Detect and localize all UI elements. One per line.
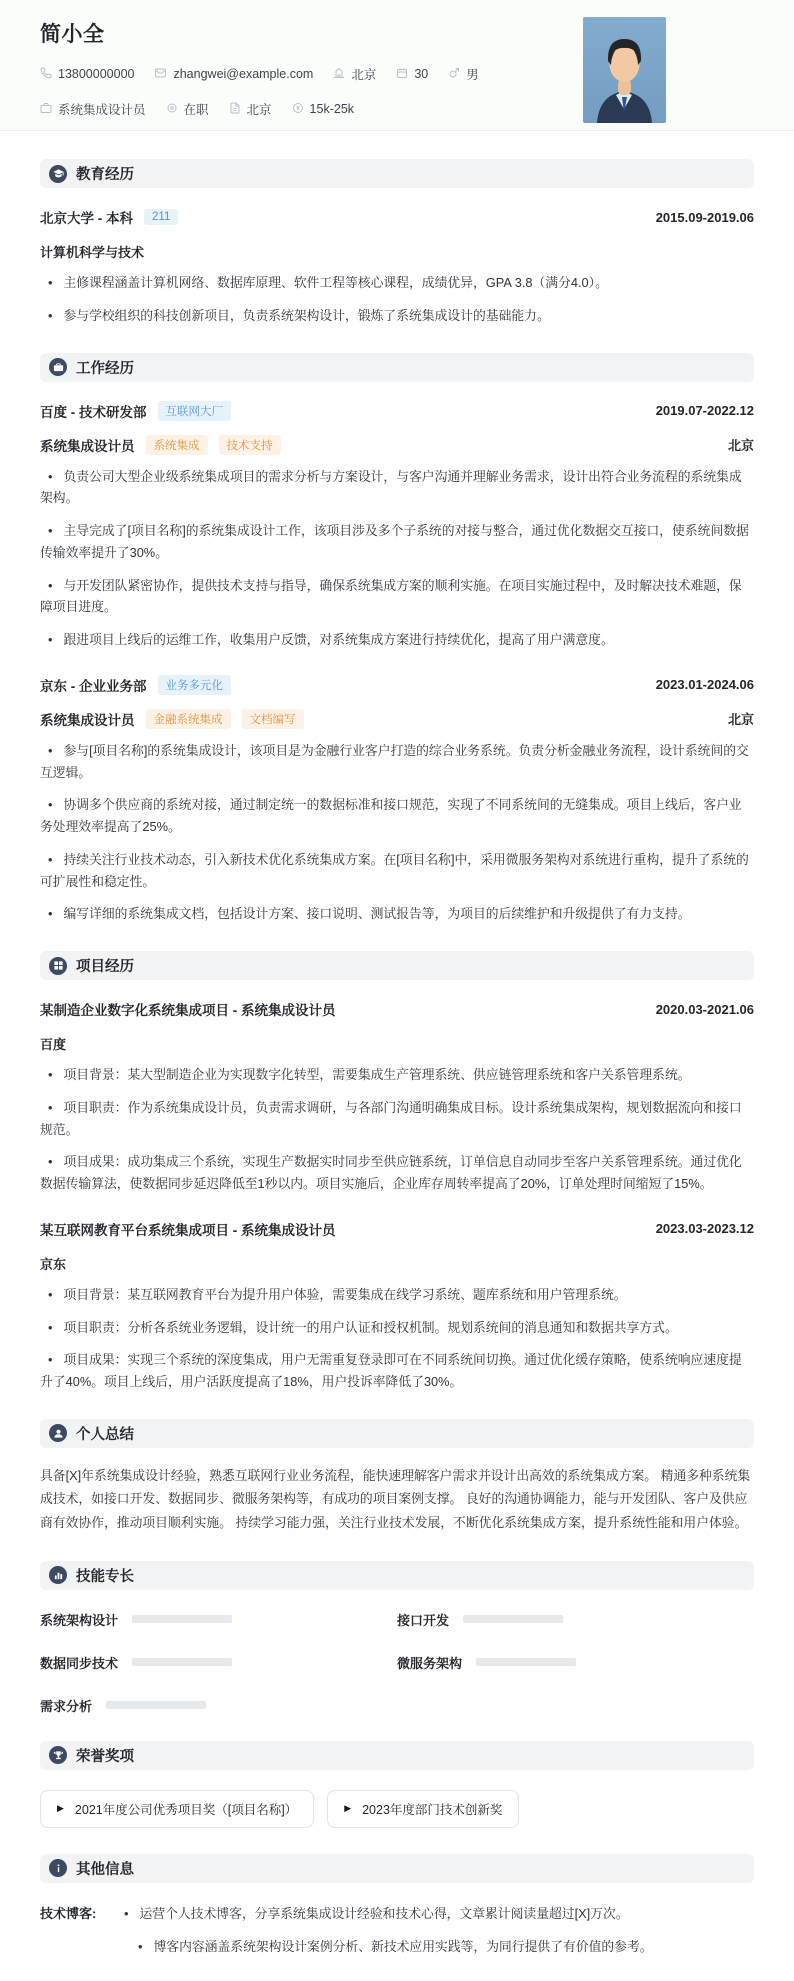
email-item [154, 67, 313, 82]
calendar-icon [396, 67, 408, 82]
job-bullet: • 负责公司大型企业级系统集成项目的需求分析与方案设计，与客户沟通并理解业务需求，设计出符合业务流程的系统集成架构。 [40, 466, 754, 510]
role-tag: 金融系统集成 [146, 709, 231, 729]
job-role [40, 709, 304, 729]
bullet-dot: • [138, 1938, 143, 1954]
bullet-dot: • [48, 1154, 53, 1170]
section-work [40, 353, 754, 382]
section-title-work: 工作经历 [76, 360, 134, 377]
project-bullet: • 项目职责：作为系统集成设计员，负责需求调研，与各部门沟通明确集成目标。设计系统集成架构，规划数据流向和接口规范。 [40, 1097, 754, 1141]
section-title-education: 教育经历 [76, 167, 134, 183]
candidate-photo [583, 17, 666, 123]
section-skills [40, 1561, 754, 1590]
bullet-dot: • [48, 851, 53, 867]
work-icon [49, 358, 67, 376]
location-value: 北京 [246, 103, 272, 117]
job-location: 北京 [727, 712, 754, 728]
bullet-dot: • [48, 523, 53, 538]
summary-person-icon [49, 1424, 67, 1442]
section-other [40, 1854, 754, 1883]
project-company: 京东 [40, 1256, 67, 1272]
skills-chart-icon [49, 1566, 67, 1584]
honor-label: 2023年度部门技术创新奖 [362, 1802, 503, 1817]
location-item [229, 100, 272, 118]
job-date: 2023.01-2024.06 [655, 677, 754, 693]
section-honors [40, 1741, 754, 1770]
skill-bar [106, 1701, 206, 1709]
skill-bar [132, 1615, 232, 1623]
job-role-row [40, 435, 754, 455]
skill-name: 需求分析 [40, 1698, 93, 1714]
job-bullet: • 主导完成了[项目名称]的系统集成设计工作，该项目涉及多个子系统的对接与整合，通过优化数据交互接口，使系统间数据传输效率提升了30%。 [40, 520, 754, 564]
skill-bar [132, 1658, 232, 1666]
project-bullet: • 项目背景：某大型制造企业为实现数字化转型，需要集成生产管理系统、供应链管理系统和客户关系管理系统。 [40, 1064, 754, 1086]
education-entry-head [40, 207, 754, 227]
info-icon [49, 1859, 67, 1877]
project-bullet: • 项目成果：成功集成三个系统，实现生产数据实时同步至供应链系统，订单信息自动同步至客户关系管理系统。通过优化数据传输算法，使数据同步延迟降低至1秒以内。项目实施后，企业库存周转率提高了20%，订单处理时间缩短了15%。 [40, 1151, 754, 1195]
school-name [40, 207, 178, 227]
section-projects [40, 951, 754, 980]
skills-grid [40, 1610, 754, 1715]
bullet-dot: • [48, 307, 53, 323]
section-education [40, 159, 754, 188]
gender-icon [448, 67, 460, 82]
job-bullet: • 协调多个供应商的系统对接，通过制定统一的数据标准和接口规范，实现了不同系统间的无缝集成。项目上线后，客户业务处理效率提高了25%。 [40, 794, 754, 838]
section-title-honors: 荣誉奖项 [76, 1748, 134, 1765]
education-major: 计算机科学与技术 [40, 245, 145, 260]
project-bullet: • 项目职责：分析各系统业务逻辑，设计统一的用户认证和授权机制。规划系统间的消息通知和数据共享方式。 [40, 1317, 754, 1339]
job-bullet: • 跟进项目上线后的运维工作，收集用户反馈，对系统集成方案进行持续优化，提高了用户满意度。 [40, 629, 754, 651]
bullet-dot: • [48, 275, 53, 290]
bullet-dot: • [48, 797, 53, 813]
summary-text: 具备[X]年系统集成设计经验，熟悉互联网行业业务流程，能快速理解客户需求并设计出高效的系统集成方案。 精通多种系统集成技术，如接口开发、数据同步、微服务架构等，有成功的项目案例支撑。 良好的沟通协调能力，能与开发团队、客户及供应商有效协作，推动项目顺利实施。 持续学习能力强，关注行业技术发展，不断优化系统集成方案，提升系统性能和用户体验。 [40, 1467, 751, 1531]
project-bullet: • 项目背景：某互联网教育平台为提升用户体验，需要集成在线学习系统、题库系统和用户管理系统。 [40, 1284, 754, 1306]
job-company [40, 675, 231, 695]
skill-bar [476, 1658, 576, 1666]
project-bullet: • 项目成果：实现三个系统的深度集成，用户无需重复登录即可在不同系统间切换。通过优化缓存策略，使系统响应速度提升了40%。项目上线后，用户活跃度提高了18%，用户投诉率降低了30%。 [40, 1349, 754, 1393]
job-location: 北京 [727, 438, 754, 453]
skill-item [397, 1653, 754, 1672]
other-info-row [40, 1903, 754, 1958]
job-role-row [40, 709, 754, 729]
project-entry-head [40, 999, 754, 1019]
honors-trophy-icon [49, 1746, 67, 1764]
company-badge: 业务多元化 [158, 675, 232, 695]
skill-name: 系统架构设计 [40, 1612, 119, 1628]
honors-row [40, 1790, 754, 1828]
resume-header [0, 0, 794, 131]
other-bullet: • 博客内容涵盖系统架构设计案例分析、新技术应用实践等，为同行提供了有价值的参考。 [130, 1936, 754, 1958]
honor-label: 2021年度公司优秀项目奖（[项目名称]） [74, 1802, 298, 1817]
section-title-projects: 项目经历 [76, 959, 134, 975]
job-title-item [40, 100, 146, 118]
role-tag: 系统集成 [146, 435, 208, 455]
mail-icon [154, 67, 167, 82]
bullet-dot: • [48, 1352, 53, 1368]
play-icon: ▶ [344, 1803, 352, 1814]
status-value: 在职 [183, 103, 209, 117]
role-tag: 技术支持 [219, 435, 281, 455]
bullet-dot: • [48, 1067, 53, 1082]
skill-item [40, 1696, 397, 1715]
role-text: 系统集成设计员 [40, 438, 135, 454]
school-badge-211: 211 [144, 209, 178, 225]
job-company [40, 401, 231, 421]
skill-item [397, 1610, 754, 1629]
projects-icon [49, 957, 67, 975]
other-bullet: • 运营个人技术博客，分享系统集成设计经验和技术心得，文章累计阅读量超过[X]万次。 [116, 1903, 754, 1925]
company-text: 京东 - 企业业务部 [40, 678, 147, 694]
document-icon [229, 102, 241, 117]
status-item [166, 100, 209, 118]
salary-value: 15k-25k [309, 102, 355, 116]
job-bullet: • 与开发团队紧密协作，提供技术支持与指导，确保系统集成方案的顺利实施。在项目实施过程中，及时解决技术难题，保障项目进度。 [40, 575, 754, 619]
skill-item [40, 1610, 397, 1629]
job-bullet: • 参与[项目名称]的系统集成设计，该项目是为金融行业客户打造的综合业务系统。负责分析金融业务流程，设计系统间的交互逻辑。 [40, 740, 754, 784]
email-value: zhangwei@example.com [173, 67, 314, 81]
salary-item [292, 102, 354, 117]
skill-item [40, 1653, 397, 1672]
company-text: 百度 - 技术研发部 [40, 404, 147, 420]
job-bullet: • 持续关注行业技术动态，引入新技术优化系统集成方案。在[项目名称]中，采用微服务架构对系统进行重构，提升了系统的可扩展性和稳定性。 [40, 849, 754, 893]
company-badge: 互联网大厂 [158, 401, 232, 421]
briefcase-icon [40, 102, 52, 117]
age-item [396, 67, 428, 82]
section-title-other: 其他信息 [76, 1861, 134, 1878]
education-bullet: • 主修课程涵盖计算机网络、数据库原理、软件工程等核心课程，成绩优异，GPA 3.8（满分4.0）。 [40, 272, 754, 294]
role-text: 系统集成设计员 [40, 712, 135, 728]
bullet-dot: • [48, 632, 53, 647]
other-bullets [116, 1903, 754, 1958]
skill-bar [463, 1615, 563, 1623]
project-date: 2020.03-2021.06 [655, 1001, 754, 1017]
resume-content [0, 131, 794, 1981]
city-value: 北京 [351, 68, 377, 82]
skill-name: 接口开发 [397, 1612, 450, 1628]
job-bullet: • 编写详细的系统集成文档，包括设计方案、接口说明、测试报告等，为项目的后续维护和升级提供了有力支持。 [40, 903, 754, 925]
section-title-skills: 技能专长 [76, 1568, 134, 1585]
phone-icon [40, 67, 52, 82]
bullet-dot: • [48, 1286, 53, 1302]
skill-name: 微服务架构 [397, 1655, 463, 1671]
other-label: 技术博客: [40, 1905, 97, 1921]
phone-value: 13800000000 [58, 67, 135, 81]
gender-item [448, 65, 479, 83]
project-date: 2023.03-2023.12 [655, 1221, 754, 1237]
honor-button[interactable] [327, 1790, 519, 1828]
candidate-name: 简小全 [40, 23, 105, 46]
project-name: 某制造企业数字化系统集成项目 - 系统集成设计员 [40, 1003, 336, 1018]
bullet-dot: • [48, 742, 53, 758]
bullet-dot: • [48, 906, 53, 922]
job-title-value: 系统集成设计员 [58, 103, 146, 117]
city-item [333, 65, 376, 83]
job-role [40, 435, 281, 455]
skill-name: 数据同步技术 [40, 1655, 119, 1671]
bullet-dot: • [48, 468, 53, 484]
building-icon [333, 67, 345, 82]
project-name: 某互联网教育平台系统集成项目 - 系统集成设计员 [40, 1222, 336, 1238]
gender-value: 男 [466, 68, 479, 82]
age-value: 30 [414, 67, 429, 81]
education-date: 2015.09-2019.06 [655, 209, 754, 225]
education-icon [49, 165, 67, 183]
school-text: 北京大学 - 本科 [40, 211, 133, 226]
honor-button[interactable] [40, 1790, 314, 1828]
bullet-dot: • [48, 1099, 53, 1115]
job-entry-head [40, 401, 754, 421]
project-entry-head [40, 1219, 754, 1239]
role-tag: 文档编写 [242, 709, 304, 729]
project-company: 百度 [40, 1037, 67, 1052]
bullet-dot: • [48, 1319, 53, 1335]
play-icon: ▶ [57, 1803, 64, 1814]
phone-item [40, 67, 134, 82]
job-date: 2019.07-2022.12 [655, 403, 754, 418]
section-title-summary: 个人总结 [76, 1426, 134, 1443]
salary-icon [292, 102, 304, 117]
education-bullet: • 参与学校组织的科技创新项目，负责系统架构设计，锻炼了系统集成设计的基础能力。 [40, 305, 754, 327]
status-gear-icon [166, 102, 178, 117]
job-entry-head [40, 675, 754, 695]
section-summary [40, 1419, 754, 1448]
bullet-dot: • [48, 577, 53, 593]
bullet-dot: • [124, 1905, 129, 1921]
